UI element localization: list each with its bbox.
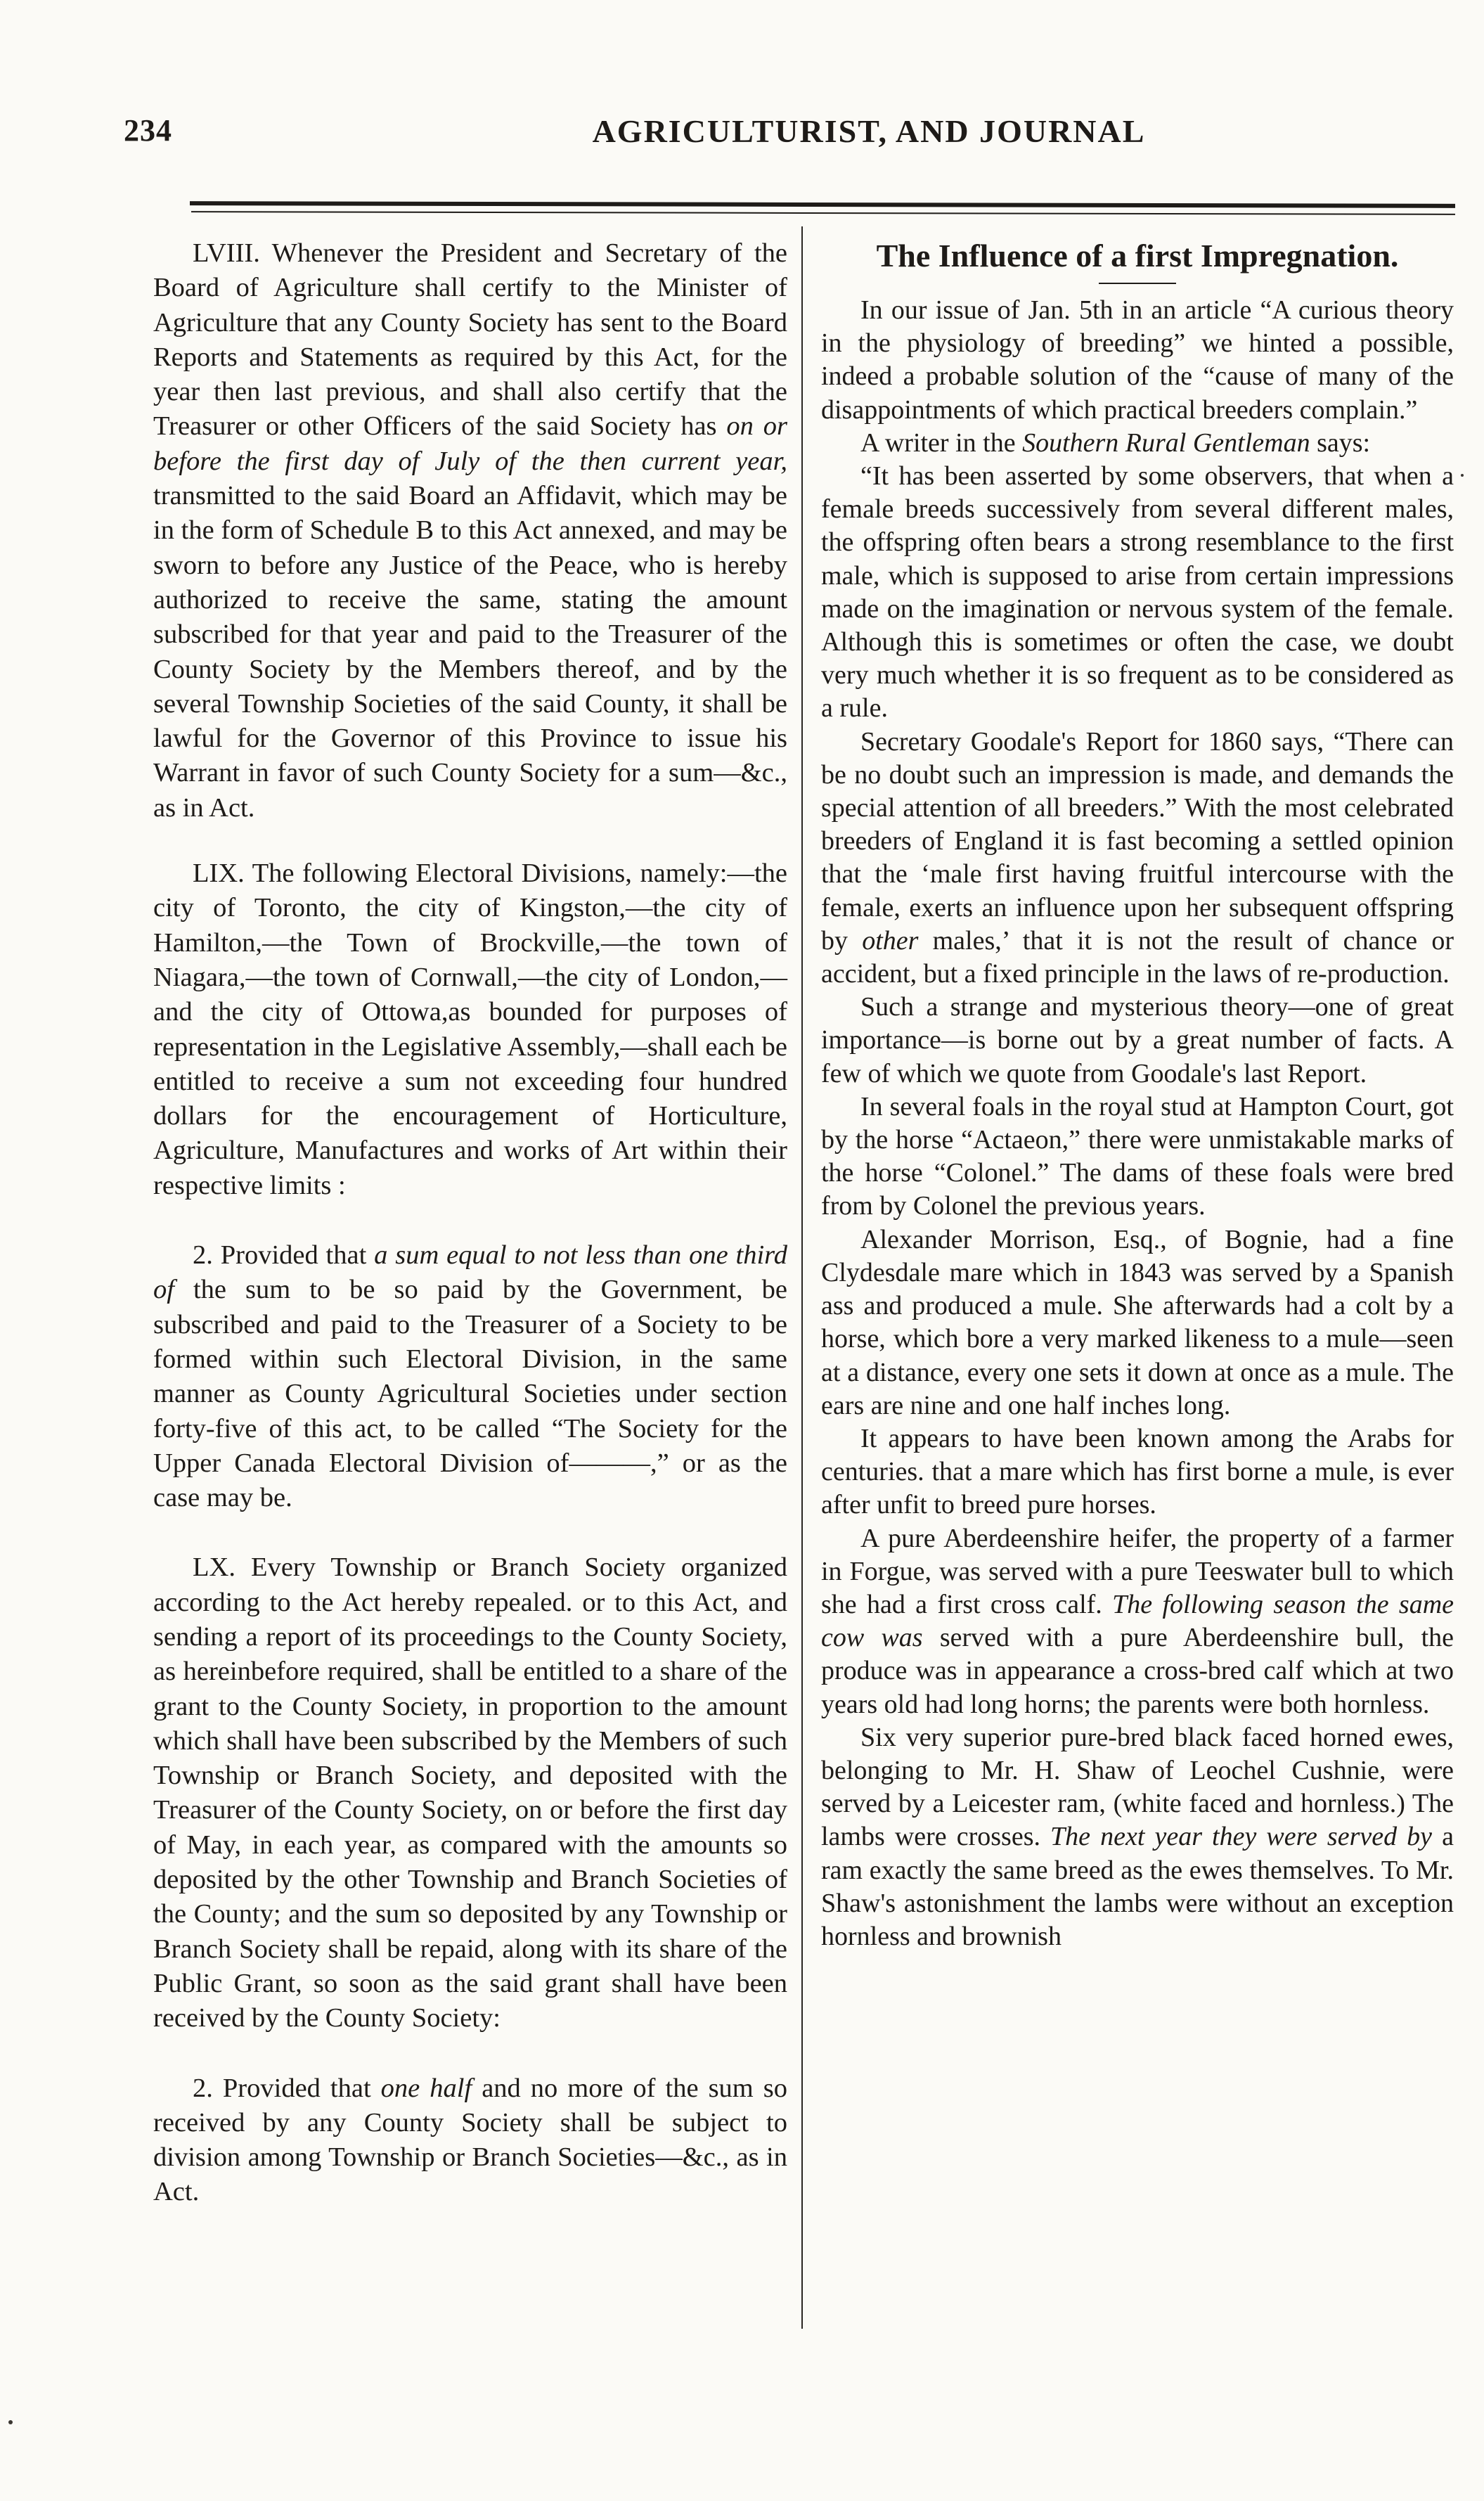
article-paragraph-7: Alexander Morrison, Esq., of Bognie, had a fine Clydesdale mare which in 1843 was served by a Spanish ass and produced a mule. She afterwards had a colt by a horse, which bore a very marked likeness to a mule—seen at a distance, every one sets it down at once as a mule. The ears are nine and one half inches long.: [821, 1224, 1454, 1420]
ink-speck: [1461, 474, 1464, 477]
header-rule-thin: [191, 211, 1455, 215]
section-lviii-italic: on or before the first day of July of the then current year,: [153, 411, 787, 476]
left-column: [153, 236, 787, 2210]
article-paragraph-5: Such a strange and mysterious theory—one of great importance—is borne out by a great number of facts. A few of which we quote from Goodale's last Report.: [821, 992, 1454, 1088]
section-lx-paragraph: LX. Every Township or Branch Society organized according to the Act hereby repealed. or to this Act, and sending a report of its proceedings to the County Society, as hereinbefore required, shall be entitled to a share of the grant to the County Society, in proportion to the amount which shall have been subscribed by the Members of such Township or Branch Society, and deposited with the Treasurer of the County Society, on or before the first day of May, in each year, as compared with the amounts so deposited by the other Township and Branch Societies of the County; and the sum so deposited by any Township or Branch Society shall be repaid, along with its share of the Public Grant, so soon as the said grant shall have been received by the County Society:: [153, 1552, 787, 2033]
section-lviii-text-a: LVIII. Whenever the President and Secretary of the Board of Agriculture shall certify to the Minister of Agriculture that any County Society has sent to the Board Reports and Statements as required by this Act, for the year then last previous, and shall also certify that the Treasurer or other Officers of the said Society has: [153, 238, 787, 442]
header-rule-thick: [190, 201, 1455, 208]
article-paragraph-9: [821, 1522, 1454, 1721]
article-paragraph-8: It appears to have been known among the Arabs for centuries. that a mare which has first borne a mule, is ever after unfit to breed pure horses.: [821, 1423, 1454, 1520]
article-p4-text-a: Secretary Goodale's Report for 1860 says, “There can be no doubt such an impression is made, and demands the special attention of all breeders.” With the most celebrated breeders of England it is fast becoming a settled opinion that the ‘male first having fruitful intercourse with the female, exerts an influence upon her subsequent offspring by: [821, 726, 1454, 956]
article-paragraph-4: [821, 726, 1454, 991]
article-p10-italic: The next year they were served by: [1050, 1822, 1433, 1852]
running-title: AGRICULTURIST, AND JOURNAL: [592, 113, 1146, 149]
section-lx-proviso-paragraph: [153, 2071, 787, 2210]
article-p4-text-b: males,’ that it is not the result of chance or accident, but a fixed principle in the laws of re-production.: [821, 925, 1454, 989]
lix-proviso-text-b: the sum to be so paid by the Government, be subscribed and paid to the Treasurer of a Society to be formed within such Electoral Division, in the same manner as County Agricultural Societies under section forty-five of this act, to be called “The Society for the Upper Canada Electoral Division of———,” or as the case may be.: [153, 1275, 787, 1513]
lx-proviso-text-a: 2. Provided that: [193, 2073, 381, 2103]
lix-proviso-italic: a sum equal to not less than one third of: [153, 1240, 787, 1305]
column-divider: [801, 226, 803, 2329]
article-paragraph-6: In several foals in the royal stud at Hampton Court, got by the horse “Actaeon,” there were unmistakable marks of the horse “Colonel.” The dams of these foals were bred from by Colonel the previous years.: [821, 1091, 1454, 1221]
right-column: [821, 236, 1454, 1953]
article-p2-text-b: says:: [1310, 427, 1371, 458]
section-lix-proviso-paragraph: [153, 1238, 787, 1515]
page-number: 234: [124, 113, 172, 148]
article-p4-italic: other: [862, 925, 919, 956]
article-paragraph-1: In our issue of Jan. 5th in an article “A curious theory in the physiology of breeding” we hinted a possible, indeed a probable solution of the “cause of many of the disappointments of which practical breeders complain.”: [821, 295, 1454, 425]
title-underline: [1099, 283, 1176, 284]
article-p9-text-b: served with a pure Aberdeenshire bull, the produce was in appearance a cross-bred calf which at two years old had long horns; the parents were both hornless.: [821, 1623, 1454, 1719]
article-p2-text-a: A writer in the: [860, 427, 1023, 458]
article-paragraph-2: [821, 427, 1454, 460]
article-p10-text-a: Six very superior pure-bred black faced horned ewes, belonging to Mr. H. Shaw of Leochel Cushnie, were served by a Leicester ram, (white faced and hornless.) The lambs were crosses.: [821, 1722, 1454, 1852]
article-p9-italic: The following season the same cow was: [821, 1589, 1454, 1653]
section-lix-paragraph: LIX. The following Electoral Divisions, namely:—the city of Toronto, the city of Kingston,—the city of Hamilton,—the Town of Brockville,—the town of Niagara,—the town of Cornwall,—the city of London,—and the city of Ottowa,as bounded for purposes of representation in the Legislative Assembly,—shall each be entitled to receive a sum not exceeding four hundred dollars for the encouragement of Horticulture, Agriculture, Manufactures and works of Art within their respective limits :: [153, 859, 787, 1200]
section-lviii-text-b: transmitted to the said Board an Affidavit, which may be in the form of Schedule B to this Act annexed, and may be sworn to before any Justice of the Peace, who is hereby authorized to receive the same, stating the amount subscribed for that year and paid to the Treasurer of the County Society by the Members thereof, and by the several Township Societies of the said County, it shall be lawful for the Governor of this Province to issue his Warrant in favor of such County Society for a sum—&c., as in Act.: [153, 481, 787, 823]
lx-proviso-italic: one half: [380, 2073, 472, 2103]
article-p9-text-a: A pure Aberdeenshire heifer, the property of a farmer in Forgue, was served with a pure Teeswater bull to which she had a first cross calf.: [821, 1523, 1454, 1619]
article-paragraph-3: “It has been asserted by some observers, that when a female breeds successively from several different males, the offspring often bears a strong resemblance to the first male, which is supposed to arise from certain impressions made on the imagination or nervous system of the female. Although this is sometimes or often the case, we doubt very much whether it is so frequent as to be considered as a rule.: [821, 461, 1454, 724]
article-paragraph-10: [821, 1721, 1454, 1953]
article-p10-text-b: a ram exactly the same breed as the ewes themselves. To Mr. Shaw's astonishment the lambs were without an exception hornless and brownish: [821, 1822, 1454, 1951]
ink-speck: [8, 2420, 13, 2424]
page-header: [124, 112, 1480, 162]
lix-proviso-text-a: 2. Provided that: [193, 1240, 375, 1271]
section-lviii-paragraph: [153, 236, 787, 825]
lx-proviso-text-b: and no more of the sum so received by any County Society shall be subject to division among Township or Branch Societies—&c., as in Act.: [153, 2073, 787, 2207]
article-title: The Influence of a first Impregnation.: [876, 238, 1399, 274]
article-p2-italic: Southern Rural Gentleman: [1022, 427, 1310, 458]
